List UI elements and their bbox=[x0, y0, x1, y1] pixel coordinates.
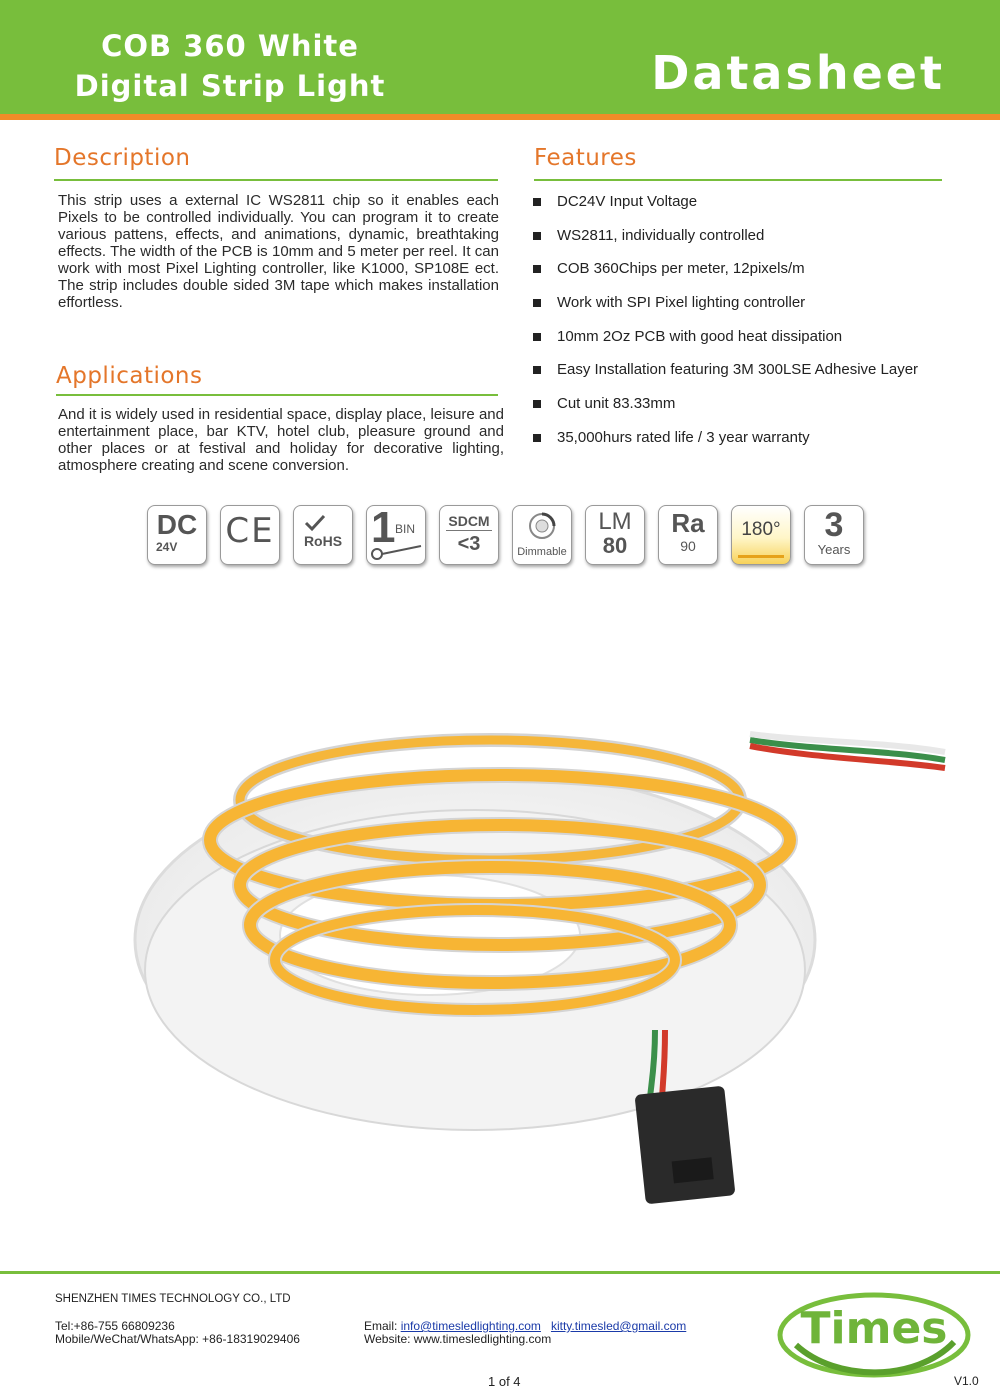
feature-text: Easy Installation featuring 3M 300LSE Adhesive Layer bbox=[557, 361, 919, 379]
feature-item bbox=[533, 259, 918, 293]
rohs-label: RoHS bbox=[303, 533, 343, 549]
square-bullet-icon bbox=[533, 299, 541, 307]
product-title-line1: COB 360 White bbox=[101, 29, 359, 63]
phone-number: Tel:+86-755 66809236 bbox=[55, 1319, 175, 1333]
feature-text: DC24V Input Voltage bbox=[557, 193, 698, 210]
email-label: Email: bbox=[364, 1319, 398, 1333]
beam-angle-badge bbox=[731, 505, 791, 565]
warranty-years-label: Years bbox=[817, 542, 851, 557]
feature-item bbox=[533, 360, 918, 394]
square-bullet-icon bbox=[533, 198, 541, 206]
features-title: Features bbox=[534, 145, 637, 171]
features-list bbox=[533, 192, 918, 462]
dimmable-badge bbox=[512, 505, 572, 565]
bin-label: BIN bbox=[395, 522, 416, 536]
applications-divider bbox=[56, 394, 498, 396]
square-bullet-icon bbox=[533, 333, 541, 341]
sdcm-label: SDCM bbox=[448, 513, 490, 529]
product-image-led-strip-reel bbox=[130, 690, 950, 1250]
company-name: SHENZHEN TIMES TECHNOLOGY CO., LTD bbox=[55, 1293, 291, 1305]
footer-divider bbox=[0, 1271, 1000, 1274]
square-bullet-icon bbox=[533, 434, 541, 442]
features-divider bbox=[534, 179, 942, 181]
times-logo bbox=[776, 1290, 972, 1380]
sdcm-value: <3 bbox=[457, 533, 481, 555]
sdcm-divider bbox=[446, 530, 492, 531]
feature-text: WS2811, individually controlled bbox=[557, 226, 765, 244]
header-banner bbox=[0, 0, 1000, 120]
lm-value: 80 bbox=[602, 533, 628, 558]
dimmable-label: Dimmable bbox=[517, 546, 567, 558]
feature-text: COB 360Chips per meter, 12pixels/m bbox=[557, 260, 805, 278]
page-number: 1 of 4 bbox=[488, 1374, 521, 1389]
feature-text: Cut unit 83.33mm bbox=[557, 395, 676, 413]
warranty-badge bbox=[804, 505, 864, 565]
square-bullet-icon bbox=[533, 400, 541, 408]
sdcm-badge bbox=[439, 505, 499, 565]
dimmer-knob-icon bbox=[527, 511, 557, 541]
product-title-line2: Digital Strip Light bbox=[74, 69, 386, 103]
square-bullet-icon bbox=[533, 232, 541, 240]
bin-badge bbox=[366, 505, 426, 565]
checkmark-icon bbox=[304, 514, 326, 532]
feature-item bbox=[533, 293, 918, 327]
version-label: V1.0 bbox=[954, 1374, 979, 1388]
feature-item bbox=[533, 327, 918, 361]
applications-title: Applications bbox=[56, 363, 203, 389]
warranty-years-number: 3 bbox=[824, 506, 844, 544]
feature-text: 10mm 2Oz PCB with good heat dissipation bbox=[557, 327, 843, 345]
bin-scale-icon bbox=[367, 544, 425, 564]
ra-badge bbox=[658, 505, 718, 565]
website-link[interactable]: Website: www.timesledlighting.com bbox=[364, 1332, 552, 1346]
description-text: This strip uses a external IC WS2811 chip so it enables each Pixels to be controlled individually. You can program it to create various pattens, effects, and animations, dynamic, breathtaking effects. The width of the PCB is 10mm and 5 meter per reel. It can work with most Pixel Lighting controller, like K1000, SP108E ect. The strip includes double sided 3M tape which makes installation effortless. bbox=[58, 192, 499, 311]
ra-value: 90 bbox=[680, 538, 696, 554]
feature-text: Work with SPI Pixel lighting controller bbox=[557, 294, 806, 312]
feature-item bbox=[533, 226, 918, 260]
feature-item bbox=[533, 394, 918, 428]
product-title bbox=[40, 26, 420, 106]
feature-text: 35,000hurs rated life / 3 year warranty bbox=[557, 428, 810, 446]
dc-label: DC bbox=[156, 509, 198, 540]
feature-item bbox=[533, 428, 918, 462]
email-link-info[interactable]: info@timesledlighting.com bbox=[400, 1319, 541, 1333]
datasheet-heading: Datasheet bbox=[651, 46, 945, 100]
rohs-badge bbox=[293, 505, 353, 565]
times-logo-text: Times bbox=[800, 1303, 948, 1354]
ce-label: CE bbox=[225, 511, 275, 551]
bin-number: 1 bbox=[371, 505, 396, 552]
ra-label: Ra bbox=[671, 508, 705, 538]
spec-badges bbox=[147, 505, 864, 565]
email-line bbox=[364, 1319, 686, 1333]
square-bullet-icon bbox=[533, 265, 541, 273]
description-divider bbox=[54, 179, 498, 181]
mobile-number: Mobile/WeChat/WhatsApp: +86-18319029406 bbox=[55, 1332, 300, 1346]
lm-label: LM bbox=[598, 508, 632, 535]
light-bar-icon bbox=[738, 555, 784, 558]
feature-item bbox=[533, 192, 918, 226]
description-title: Description bbox=[54, 145, 191, 171]
dc-24v-badge bbox=[147, 505, 207, 565]
beam-angle-value: 180° bbox=[741, 519, 781, 540]
voltage-label: 24V bbox=[156, 540, 178, 554]
lm-badge bbox=[585, 505, 645, 565]
applications-text: And it is widely used in residential space, display place, leisure and entertainment place, bar KTV, hotel club, pleasure ground and other places or at festival and holiday for decorative lighting, atmosphere creating and scene conversion. bbox=[58, 406, 504, 474]
square-bullet-icon bbox=[533, 366, 541, 374]
email-link-kitty[interactable]: kitty.timesled@gmail.com bbox=[550, 1319, 687, 1333]
ce-mark-icon bbox=[220, 505, 280, 565]
